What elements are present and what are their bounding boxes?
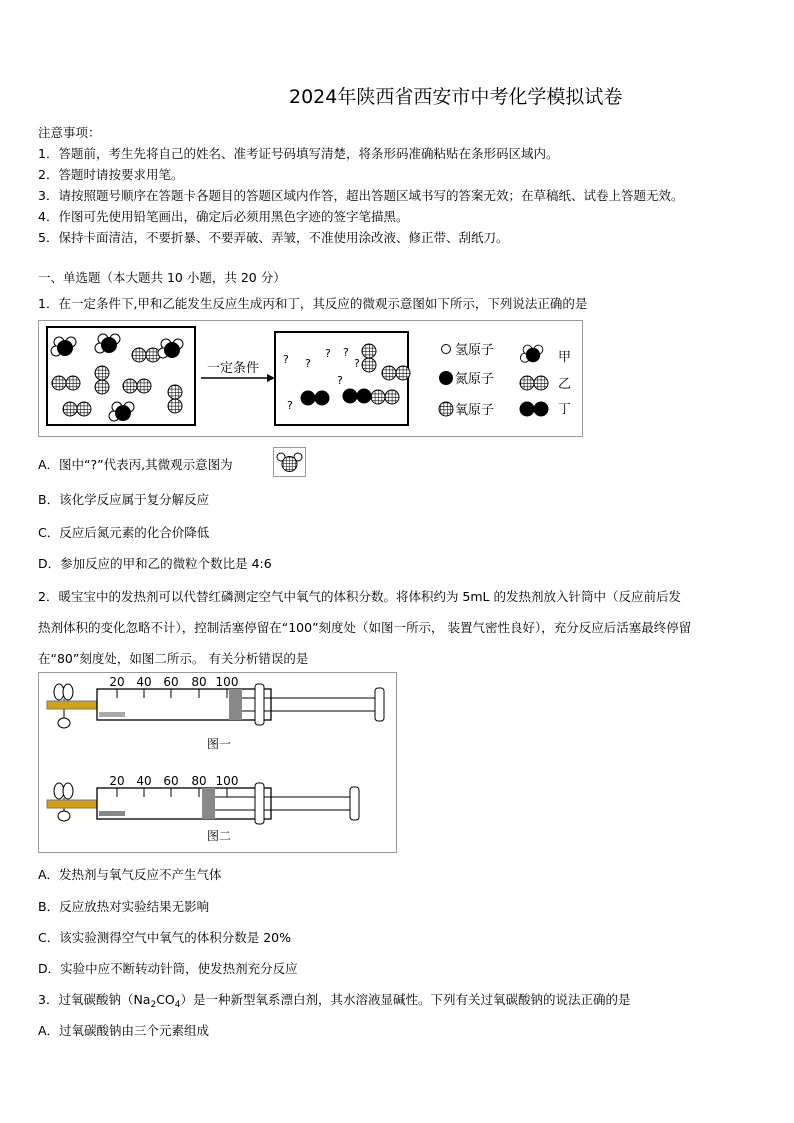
legend-hydrogen: 氢原子 [455,343,495,358]
unknown-mark: ? [305,357,311,370]
notice-item: 1．答题前，考生先将自己的姓名、准考证号码填写清楚，将条形码准确粘贴在条形码区域内。 [38,146,559,161]
question-2-line1: 2．暖宝宝中的发热剂可以代替红磷测定空气中氧气的体积分数。将体积约为 5mL 的发热剂放入针筒中（反应前后发 [38,589,681,604]
q3-stem-prefix: 3．过氧碳酸钠（Na [38,992,151,1007]
unknown-mark: ? [325,347,331,360]
plunger-handle [350,787,359,820]
page-title: 2024年陕西省西安市中考化学模拟试卷 [289,86,623,108]
q1-option-d: D．参加反应的甲和乙的微粒个数比是 4:6 [38,556,272,571]
unknown-mark: ? [337,374,343,387]
condition-label: 一定条件 [207,361,260,376]
figure-1-label: 图一 [206,737,232,751]
scale-label: 40 [136,774,152,788]
notice-item: 5．保持卡面清洁，不要折暴、不要弄破、弄皱，不准使用涂改液、修正带、刮纸刀。 [38,230,509,245]
scale-label: 60 [163,675,179,689]
q2-option-b: B．反应放热对实验结果无影响 [38,899,210,914]
barrel-flange [255,684,264,725]
unknown-mark: ? [287,399,293,412]
syringe-fig1 [47,675,384,751]
scale-label: 60 [163,774,179,788]
notice-item: 3．请按照题号顺序在答题卡各题目的答题区域内作答，超出答题区域书写的答案无效；在草稿纸、试卷上答题无效。 [38,188,684,203]
syringe-fig2 [47,774,359,843]
nozzle-tube [47,800,97,808]
jia-legend-icon [520,345,543,362]
legend-nitrogen: 氮原子 [455,372,495,387]
reaction-figure [38,320,583,437]
plunger-handle [375,688,384,721]
q2-option-a: A．发热剂与氧气反应不产生气体 [38,867,222,882]
scale-label: 100 [215,774,239,788]
yi-legend-icon [520,376,548,390]
q1-option-c: C．反应后氮元素的化合价降低 [38,525,210,540]
q3-option-a: A．过氧碳酸钠由三个元素组成 [38,1023,210,1038]
heating-agent [99,712,125,717]
nitrogen-atom-icon [439,371,453,385]
q1-option-a: A．图中“?”代表丙,其微观示意图为 [38,457,233,472]
q2-option-c: C．该实验测得空气中氧气的体积分数是 20% [38,930,291,945]
question-2-line2: 热剂体积的变化忽略不计），控制活塞停留在“100”刻度处（如图一所示， 装置气密性良好），充分反应后活塞最终停留 [38,620,692,635]
oxygen-atom-icon [439,402,453,416]
scale-label: 80 [191,774,207,788]
scale-label: 40 [136,675,152,689]
legend-jia: 甲 [558,350,572,365]
unknown-mark: ? [354,357,360,370]
arrow-head-icon [267,374,275,382]
q3-stem-mid: CO [156,992,175,1007]
question-1-stem: 1．在一定条件下,甲和乙能发生反应生成丙和丁，其反应的微观示意图如下所示，下列说法正确的是 [38,296,588,311]
legend-oxygen: 氧原子 [455,403,495,418]
question-3-stem [38,990,631,1010]
piston [202,788,215,819]
notice-item: 2．答题时请按要求用笔。 [38,167,184,182]
q2-option-d: D．实验中应不断转动针筒，使发热剂充分反应 [38,961,298,976]
reaction-diagram [39,321,582,436]
hydrogen-atom-icon [442,345,451,354]
notice-item: 4．作图可先使用铅笔画出，确定后必须用黑色字迹的签字笔描黑。 [38,209,409,224]
scale-label: 100 [215,675,239,689]
legend-yi: 乙 [558,377,572,392]
section-heading: 一、单选题（本大题共 10 小题，共 20 分） [38,270,286,285]
ding-legend-icon [520,402,549,417]
q3-subscript: 2 [150,1000,157,1010]
notice-heading: 注意事项： [38,125,101,140]
nozzle-tube [47,701,97,709]
barrel-flange [255,783,264,824]
q1-option-a-molecule [273,447,306,477]
syringe-figure [38,672,397,853]
syringe-diagram [39,673,396,852]
q3-subscript: 4 [174,1000,181,1010]
piston [229,689,242,720]
legend-ding: 丁 [558,402,572,417]
unknown-mark: ? [283,353,289,366]
q1-option-b: B．该化学反应属于复分解反应 [38,492,210,507]
unknown-mark: ? [343,346,349,359]
scale-label: 80 [191,675,207,689]
scale-label: 20 [109,774,125,788]
water-molecule-icon [274,448,305,476]
heating-agent [99,811,125,816]
q3-stem-suffix: ）是一种新型氧系漂白剂，其水溶液显碱性。下列有关过氧碳酸钠的说法正确的是 [180,992,631,1007]
scale-label: 20 [109,675,125,689]
figure-2-label: 图二 [206,829,232,843]
question-2-line3: 在“80”刻度处，如图二所示。 有关分析错误的是 [38,651,309,666]
